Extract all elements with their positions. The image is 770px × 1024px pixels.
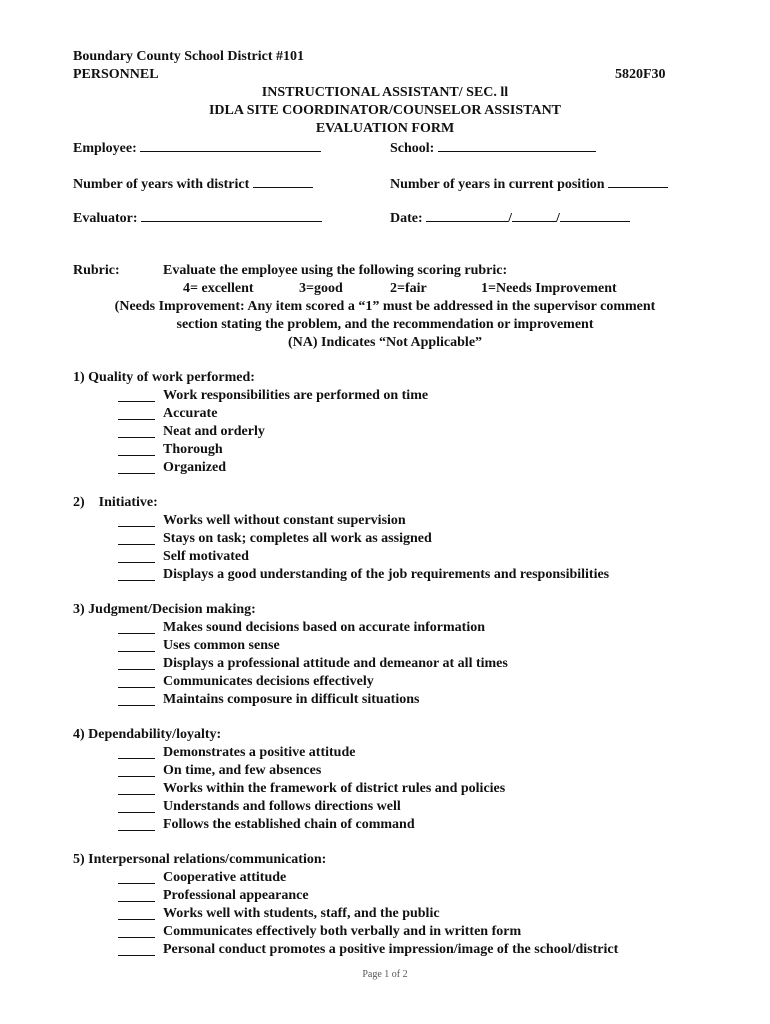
section-judgment [73,601,508,709]
score-blank[interactable] [118,619,155,634]
section-dependability [73,726,506,834]
item-text: Work responsibilities are performed on time [163,388,429,403]
years-district-blank[interactable] [253,174,313,188]
section-title: 4) Dependability/loyalty: [73,727,222,742]
list-item [73,387,429,405]
item-text: Uses common sense [163,638,280,653]
department-name: PERSONNEL [73,67,159,82]
rubric-note-line3: (NA) Indicates “Not Applicable” [287,335,483,350]
item-text: Communicates effectively both verbally and in written form [163,924,522,939]
list-item [73,548,249,566]
list-item [73,798,401,816]
score-blank[interactable] [118,816,155,831]
rubric-note-line1: (Needs Improvement: Any item scored a “1” must be addressed in the supervisor comment [114,299,656,314]
rubric-score-3: 3=good [299,281,343,296]
years-position-field[interactable] [390,174,668,194]
score-blank[interactable] [118,905,155,920]
score-blank[interactable] [118,530,155,545]
list-item [73,816,415,834]
item-text: Makes sound decisions based on accurate information [163,620,486,635]
list-item [73,530,432,548]
score-blank[interactable] [118,405,155,420]
score-blank[interactable] [118,780,155,795]
evaluator-blank[interactable] [141,208,322,222]
date-separator: / [508,211,513,226]
score-blank[interactable] [118,941,155,956]
date-day-blank[interactable] [512,208,556,222]
score-blank[interactable] [118,566,155,581]
employee-blank[interactable] [140,138,321,152]
score-blank[interactable] [118,387,155,402]
list-item [73,923,522,941]
date-label: Date: [390,211,423,226]
section-title: 2) Initiative: [73,495,158,510]
score-blank[interactable] [118,869,155,884]
score-blank[interactable] [118,762,155,777]
rubric-instruction: Evaluate the employee using the following scoring rubric: [163,263,508,278]
score-blank[interactable] [118,512,155,527]
rubric-note-line2: section stating the problem, and the recommendation or improvement [176,317,594,332]
item-text: Communicates decisions effectively [163,674,374,689]
evaluator-label: Evaluator: [73,211,138,226]
school-blank[interactable] [438,138,596,152]
list-item [73,512,406,530]
item-text: Displays a professional attitude and demeanor at all times [163,656,508,671]
item-text: Organized [163,460,226,475]
section-title: 3) Judgment/Decision making: [73,602,256,617]
item-text: Stays on task; completes all work as assigned [163,531,432,546]
form-title-line2: IDLA SITE COORDINATOR/COUNSELOR ASSISTANT [208,103,562,118]
page-number: Page 1 of 2 [362,969,408,980]
score-blank[interactable] [118,923,155,938]
years-position-label: Number of years in current position [390,177,605,192]
item-text: Works well without constant supervision [163,513,406,528]
list-item [73,869,326,887]
section-quality [73,369,429,477]
item-text: Cooperative attitude [163,870,287,885]
score-blank[interactable] [118,744,155,759]
item-text: Neat and orderly [163,424,265,439]
item-text: Demonstrates a positive attitude [163,745,356,760]
list-item [73,637,280,655]
item-text: Displays a good understanding of the job requirements and responsibilities [163,567,610,582]
rubric-score-2: 2=fair [390,281,427,296]
score-blank[interactable] [118,423,155,438]
item-text: Maintains composure in difficult situations [163,692,420,707]
employee-label: Employee: [73,141,137,156]
list-item [73,905,440,923]
item-text: Works well with students, staff, and the public [163,906,440,921]
list-item [73,566,610,584]
list-item [73,762,322,780]
list-item [73,744,356,762]
date-field[interactable] [390,208,630,228]
school-label: School: [390,141,435,156]
date-month-blank[interactable] [426,208,508,222]
list-item [73,441,255,459]
item-text: Professional appearance [163,888,309,903]
item-text: Understands and follows directions well [163,799,401,814]
item-text: On time, and few absences [163,763,322,778]
rubric-score-1: 1=Needs Improvement [481,281,617,296]
section-title: 5) Interpersonal relations/communication: [73,852,327,867]
list-item [73,655,508,673]
item-text: Thorough [163,442,223,457]
score-blank[interactable] [118,637,155,652]
rubric-label: Rubric: [73,263,120,278]
form-number: 5820F30 [615,67,666,82]
item-text: Accurate [163,406,218,421]
score-blank[interactable] [118,548,155,563]
score-blank[interactable] [118,798,155,813]
years-district-label: Number of years with district [73,177,250,192]
years-district-field[interactable] [73,174,313,194]
list-item [73,673,374,691]
item-text: Follows the established chain of command [163,817,415,832]
list-item [73,691,420,709]
section-interpersonal [73,851,619,959]
years-position-blank[interactable] [608,174,668,188]
score-blank[interactable] [118,655,155,670]
score-blank[interactable] [118,887,155,902]
list-item [73,619,486,637]
list-item [73,941,619,959]
form-title-line3: EVALUATION FORM [315,121,455,136]
section-title: 1) Quality of work performed: [73,370,255,385]
form-title-line1: INSTRUCTIONAL ASSISTANT/ SEC. ll [261,85,509,100]
score-blank[interactable] [118,673,155,688]
date-separator: / [556,211,560,226]
list-item [73,887,326,905]
list-item [73,423,265,441]
employee-field[interactable] [73,138,321,158]
list-item [73,780,506,798]
item-text: Self motivated [163,549,249,564]
list-item [73,459,255,477]
date-year-blank[interactable] [560,208,630,222]
school-field[interactable] [390,138,596,158]
score-blank[interactable] [118,441,155,456]
section-initiative [73,494,610,584]
item-text: Works within the framework of district rules and policies [163,781,506,796]
district-name: Boundary County School District #101 [73,49,305,64]
rubric-score-4: 4= excellent [183,281,254,296]
evaluator-field[interactable] [73,208,322,228]
item-text: Personal conduct promotes a positive impression/image of the school/district [163,942,619,957]
score-blank[interactable] [118,459,155,474]
list-item [73,405,255,423]
score-blank[interactable] [118,691,155,706]
